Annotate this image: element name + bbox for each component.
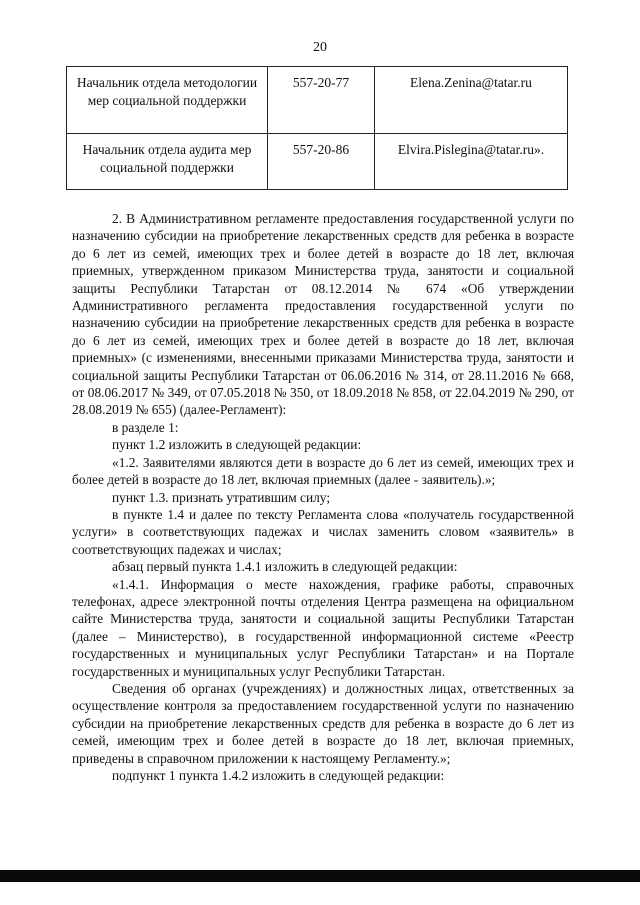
email-cell: Elena.Zenina@tatar.ru — [375, 67, 568, 134]
paragraph: 2. В Административном регламенте предоставления государственной услуги по назначению субсидии на приобретение лекарственных средств для ребенка в возрасте до 6 лет из семей, имеющих трех и более детей в возрасте до 18 лет, включая приемных, утвержденном приказом Министерства труда, занятости и социальной защиты Республики Татарстан от 08.12.2014 № 674 «Об утверждении Административного регламента предоставления государственной услуги по назначению субсидии на приобретение лекарственных средств для ребенка в возрасте до 6 лет из семей, имеющих трех и более детей в возрасте до 18 лет, включая приемных» (с изменениями, внесенными приказами Министерства труда, занятости и социальной защиты Республики Татарстан от 06.06.2016 № 314, от 28.11.2016 № 668, от 08.06.2017 № 349, от 07.05.2018 № 350, от 18.09.2018 № 858, от 22.04.2019 № 290, от 28.08.2019 № 655) (далее-Регламент): — [72, 211, 574, 418]
paragraph: в пункте 1.4 и далее по тексту Регламента слова «получатель государственной услуги» в соответствующих падежах и числах заменить словом «заявитель» в соответствующих падежах и числах; — [72, 506, 574, 557]
page-number: 20 — [313, 40, 327, 55]
paragraph: в разделе 1: — [112, 419, 179, 435]
paragraph: подпункт 1 пункта 1.4.2 изложить в следующей редакции: — [112, 768, 445, 783]
document-body — [72, 210, 574, 784]
email-cell: Elvira.Pislegina@tatar.ru». — [375, 134, 568, 190]
position-cell: Начальник отдела методологии мер социальной поддержки — [67, 67, 268, 134]
paragraph: «1.2. Заявителями являются дети в возрасте до 6 лет из семей, имеющих трех и более детей в возрасте до 18 лет, включая приемных (далее - заявитель).»; — [72, 454, 574, 488]
position-cell: Начальник отдела аудита мер социальной поддержки — [67, 134, 268, 190]
scan-edge-bar — [0, 870, 640, 882]
phone-cell: 557-20-86 — [268, 134, 375, 190]
paragraph: абзац первый пункта 1.4.1 изложить в следующей редакции: — [112, 559, 458, 575]
phone-cell: 557-20-77 — [268, 67, 375, 134]
paragraph: «1.4.1. Информация о месте нахождения, графике работы, справочных телефонах, адресе электронной почты отделения Центра размещена на официальном сайте Министерства труда, занятости и социальной защиты Республики Татарстан (далее – Министерство), в государственной информационной системе «Реестр государственных и муниципальных услуг Республики Татарстан» и на Портале государственных и муниципальных услуг Республики Татарстан. — [72, 576, 574, 679]
paragraph: Сведения об органах (учреждениях) и должностных лицах, ответственных за осуществление контроля за предоставлением государственной услуги по назначению субсидии на приобретение лекарственных средств для ребенка в возрасте до 6 лет из семей, имеющим трех и более детей в возрасте до 18 лет, включая приемных, приведены в справочном приложении к настоящему Регламенту.»; — [72, 680, 574, 766]
table-row — [67, 67, 568, 134]
contacts-table — [66, 66, 568, 190]
table-row — [67, 134, 568, 190]
paragraph: пункт 1.3. признать утратившим силу; — [112, 489, 331, 505]
paragraph: пункт 1.2 изложить в следующей редакции: — [112, 437, 362, 453]
